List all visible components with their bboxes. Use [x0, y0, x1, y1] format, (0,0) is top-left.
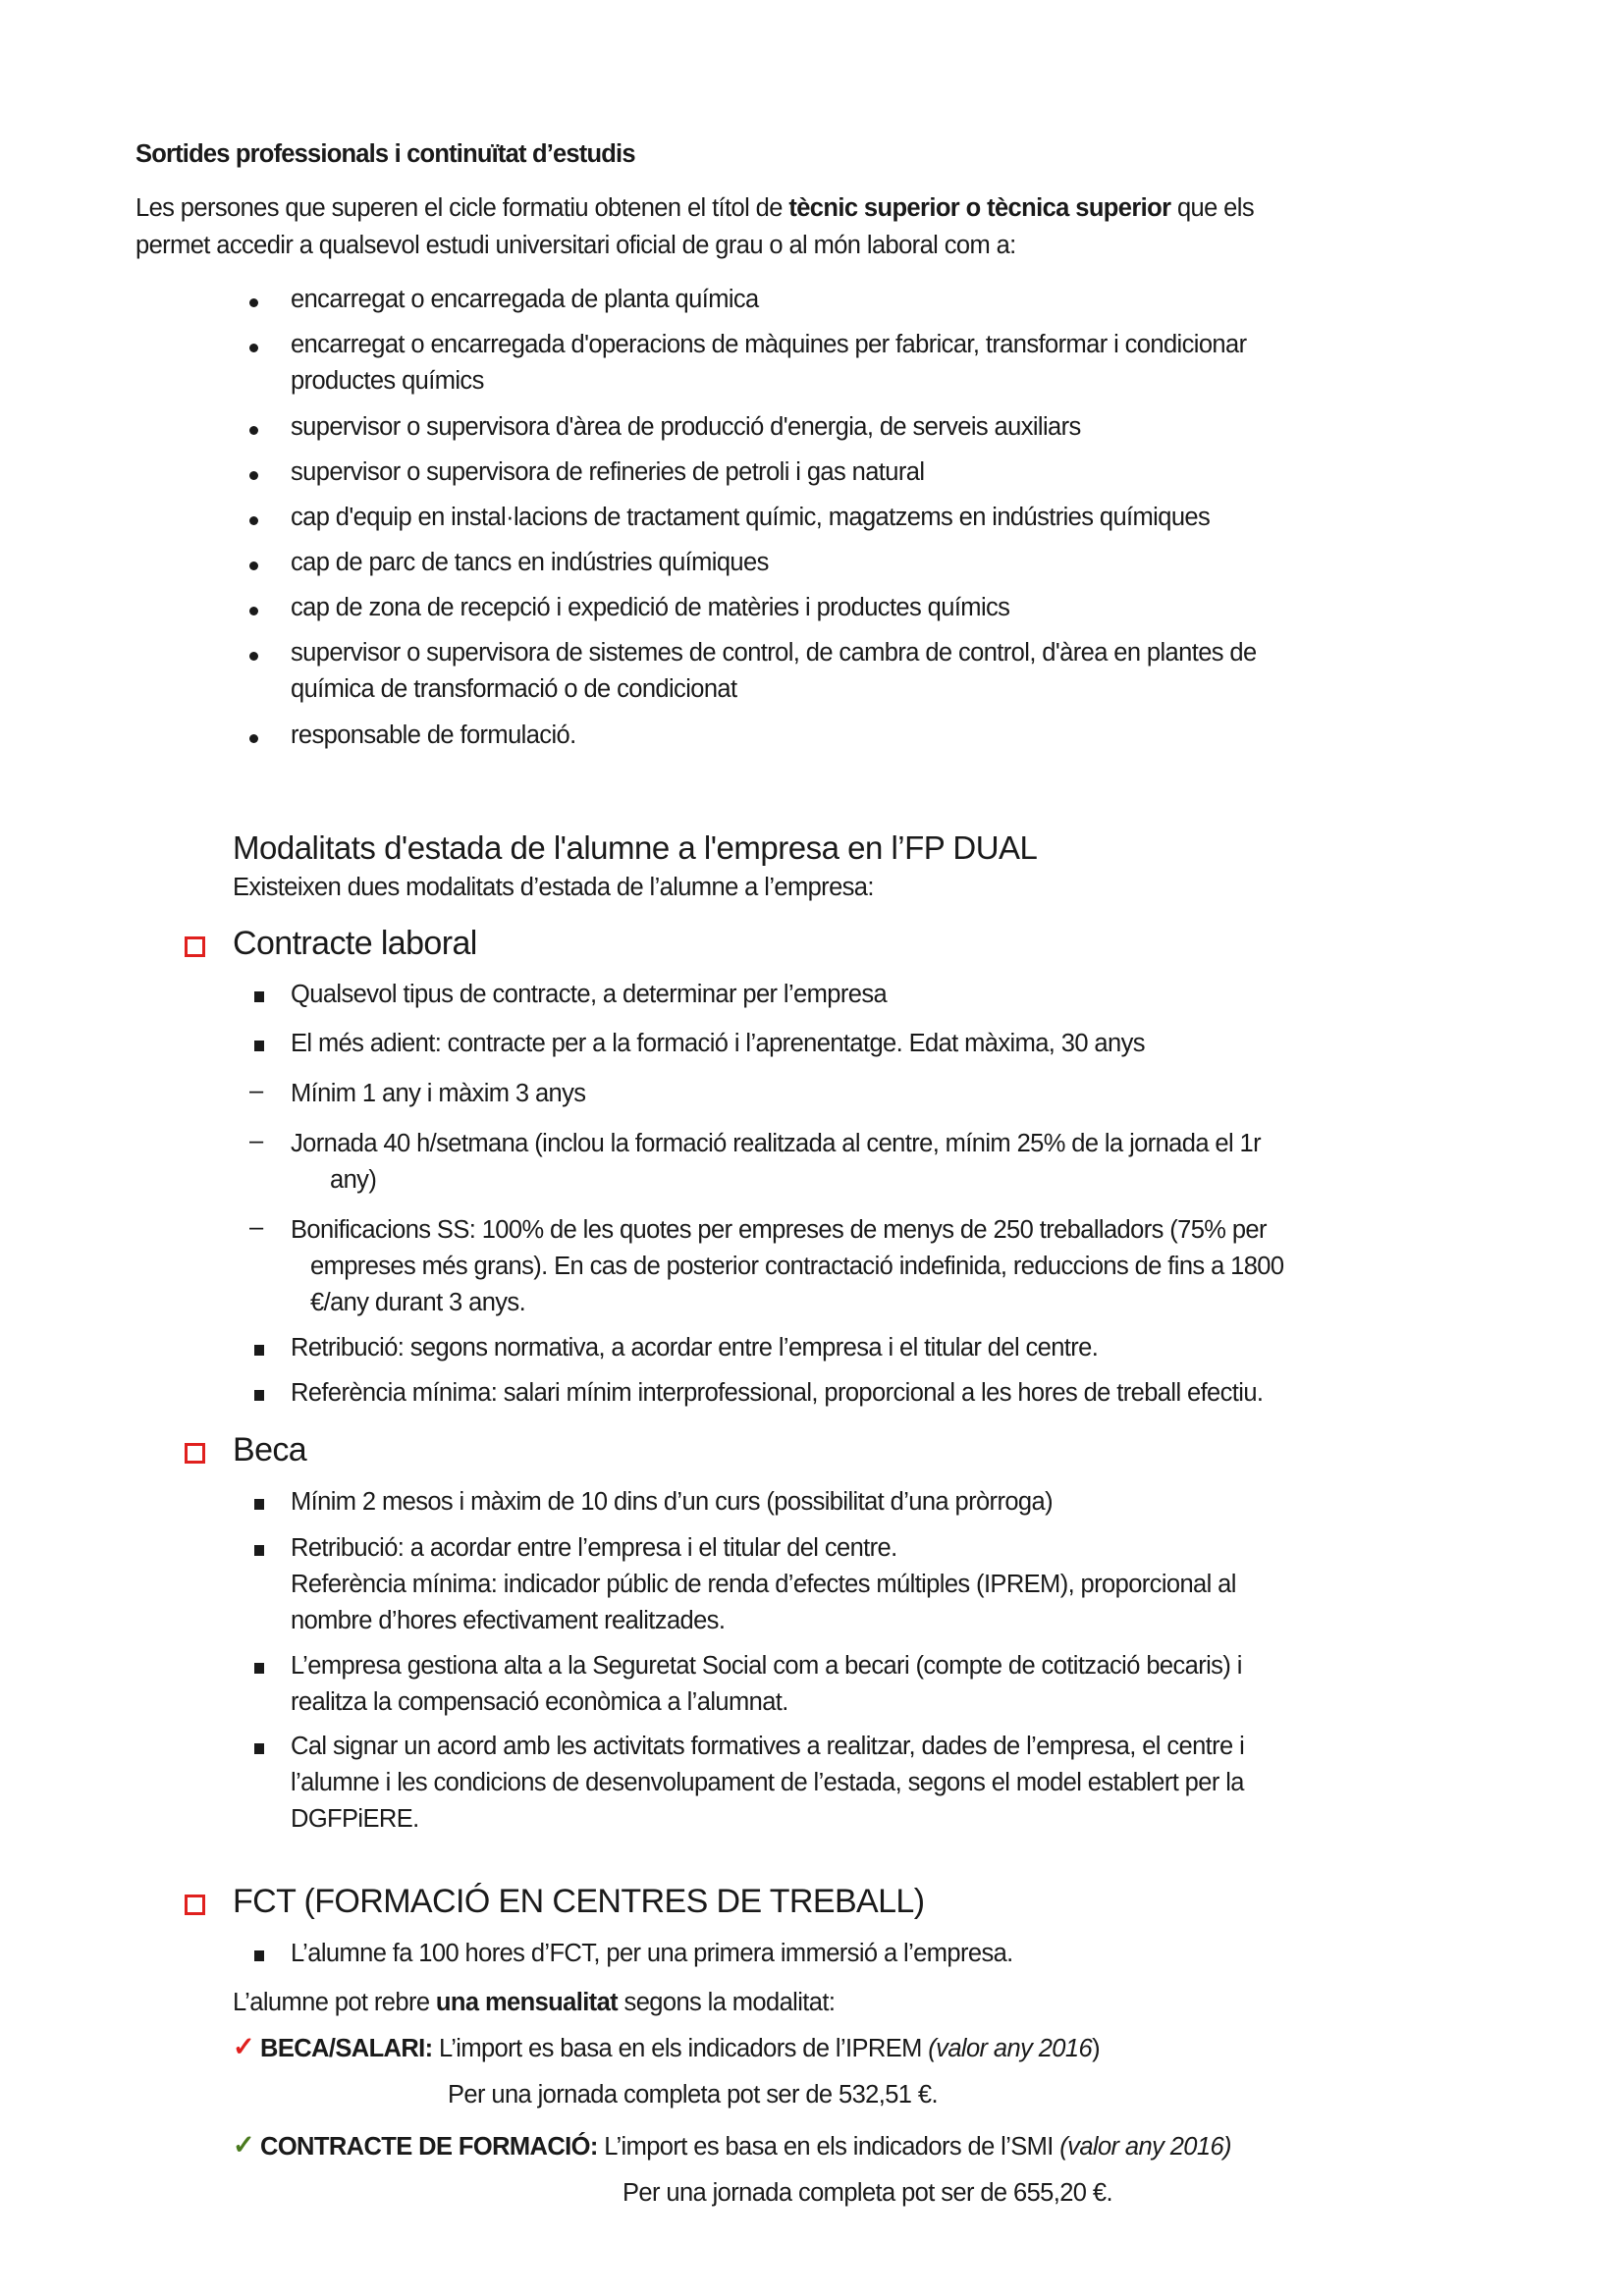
- square-bullet-icon: [254, 1950, 264, 1961]
- square-bullet-icon: [254, 1545, 264, 1556]
- dash-bullet-icon: –: [249, 1127, 264, 1154]
- mensualitat-option-contracte: CONTRACTE DE FORMACIÓ: L’import es basa en els indicadors de l’SMI (valor any 2016): [260, 2133, 1231, 2161]
- checkbox-square-icon: [185, 936, 205, 957]
- fct-item: L’alumne fa 100 hores d’FCT, per una primera immersió a l’empresa.: [291, 1940, 1013, 1967]
- checkmark-icon: ✓: [233, 2032, 255, 2061]
- square-bullet-icon: [254, 1499, 264, 1510]
- section-heading-modalitats: Modalitats d'estada de l'alumne a l'empresa en l’FP DUAL: [233, 829, 1038, 866]
- intro-paragraph-line1: Les persones que superen el cicle formatiu obtenen el títol de tècnic superior o tècnica superior que els: [135, 194, 1254, 222]
- square-bullet-icon: [254, 1743, 264, 1754]
- amount-line-beca: Per una jornada completa pot ser de 532,51 €.: [448, 2081, 938, 2109]
- intro-paragraph-line2: permet accedir a qualsevol estudi universitari oficial de grau o al món laboral com a:: [135, 232, 1016, 259]
- modality-title-contracte: Contracte laboral: [233, 925, 477, 962]
- bullet-icon: [249, 516, 258, 525]
- document-page: Sortides professionals i continuïtat d’estudis Les persones que superen el cicle formatiu obtenen el títol de tècnic superior o tècnica superior que els permet accedir a qualsevol estudi universitari oficial de grau o al món laboral com a: encarregat o encarregada de planta química encarregat o encarregada d'operacions de màquines per fabricar, transformar i condicionar productes químics supervisor o supervisora d'àrea de producció d'energia, de serveis auxiliars supervisor o supervisora de refineries de petroli i gas natural cap d'equip en instal·lacions de tractament químic, magatzems en indústries químiques cap de parc de tancs en indústries químiques cap de zona de recepció i expedició de matèries i productes químics supervisor o supervisora de sistemes de control, de cambra de control, d'àrea en plantes de química de transformació o de condicionat responsable de formulació. Modalitats d'estada de l'alumne a l'empresa en l’FP DUAL Existeixen dues modalitats d’estada de l’alumne a l’empresa: Contracte laboral Qualsevol tipus de contracte, a determinar per l’empresa El més adient: contracte per a la formació i l’aprenentatge. Edat màxima, 30 anys – Mínim 1 any i màxim 3 anys – Jornada 40 h/setmana (inclou la formació realitzada al centre, mínim 25% de la jornada el 1r any) – Bonificacions SS: 100% de les quotes per empreses de menys de 250 treballadors (75% per empreses més grans). En cas de posterior contractació indefinida, reduccions de fins a 1800 €/any durant 3 anys. Retribució: segons normativa, a acordar entre l’empresa i el titular del centre. Referència mínima: salari mínim interprofessional, proporcional a les hores de treball efectiu. Beca Mínim 2 mesos i màxim de 10 dins d’un curs (possibilitat d’una pròrroga) Retribució: a acordar entre l’empresa i el titular del centre. Referència mínima: indicador públic de renda d’efectes múltiples (IPREM), proporcional al nombre d’hores efectivament realitzades. L’empresa gestiona alta a la Seguretat Social com a becari (compte de cotització becaris) i realitza la compensació econòmica a l’alumnat. Cal signar un acord amb les activitats formatives a realitzar, dades de l’empresa, el centre i l’alumne i les condicions de desenvolupament de l’estada, segons el model establert per la DGFPiERE. FCT (FORMACIÓ EN CENTRES DE TREBALL) L’alumne fa 100 hores d’FCT, per una primera immersió a l’empresa. L’alumne pot rebre una mensualitat segons la modalitat: ✓ BECA/SALARI: L’import es basa en els indicadors de l’IPREM (valor any 2016) Per una jornada completa pot ser de 532,51 €. ✓ CONTRACTE DE FORMACIÓ: L’import es basa en els indicadors de l’SMI (valor any 2016) Per una jornada completa pot ser de 655,20 €.: [135, 140, 1284, 2207]
- section-heading-sortides: Sortides professionals i continuïtat d’estudis: [135, 140, 635, 168]
- bullet-icon: [249, 561, 258, 570]
- square-bullet-icon: [254, 1345, 264, 1356]
- mensualitat-intro: L’alumne pot rebre una mensualitat segons la modalitat:: [233, 1989, 836, 2016]
- checkbox-square-icon: [185, 1895, 205, 1915]
- modality-title-beca: Beca: [233, 1431, 307, 1468]
- checkbox-square-icon: [185, 1443, 205, 1464]
- modality-title-fct: FCT (FORMACIÓ EN CENTRES DE TREBALL): [233, 1883, 925, 1920]
- dash-bullet-icon: –: [249, 1213, 264, 1241]
- checkmark-icon: ✓: [233, 2130, 255, 2160]
- square-bullet-icon: [254, 1663, 264, 1674]
- amount-line-contracte: Per una jornada completa pot ser de 655,20 €.: [623, 2179, 1112, 2207]
- bullet-icon: [249, 298, 258, 307]
- bullet-icon: [249, 344, 258, 352]
- square-bullet-icon: [254, 1041, 264, 1051]
- square-bullet-icon: [254, 1390, 264, 1401]
- bullet-icon: [249, 734, 258, 743]
- mensualitat-option-beca: BECA/SALARI: L’import es basa en els indicadors de l’IPREM (valor any 2016): [260, 2035, 1100, 2062]
- bullet-icon: [249, 607, 258, 615]
- square-bullet-icon: [254, 991, 264, 1002]
- bullet-icon: [249, 652, 258, 661]
- section-subheading: Existeixen dues modalitats d’estada de l’alumne a l’empresa:: [233, 874, 874, 901]
- dash-bullet-icon: –: [249, 1077, 264, 1104]
- bullet-icon: [249, 471, 258, 480]
- bullet-icon: [249, 426, 258, 435]
